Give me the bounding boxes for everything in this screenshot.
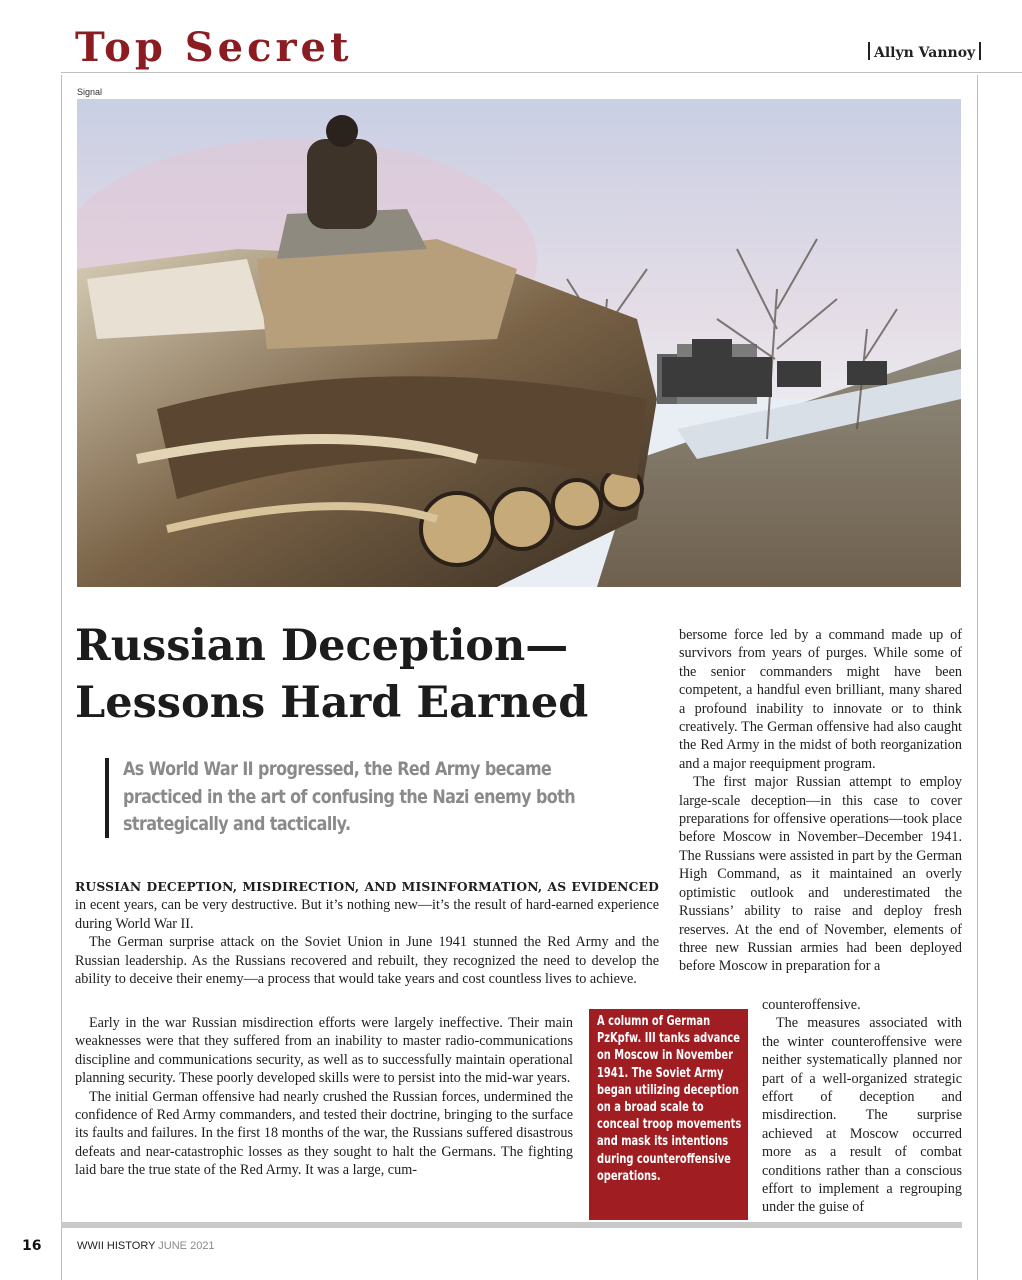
article-column-b bbox=[75, 1014, 573, 1180]
paragraph-3: Early in the war Russian misdirection efforts were largely ineffective. Their main weaknesses were that they suffered from an inability to master radio-communications discipline and communications security, as well as to successfully maintain operational planning security. These poorly developed skills were to persist into the mid-war years. bbox=[75, 1015, 573, 1087]
paragraph-6: The first major Russian attempt to employ large-scale deception—in this case to cover preparations for offensive operations—took place before Moscow in November–December 1941. The Russians were assisted in part by the German High Command, as it maintained an overly optimistic outlook and underestimated the Russians’ ability to raise and deploy fresh reserves. At the end of November, elements of three new Russian armies had been deployed before Moscow in preparation for a bbox=[679, 774, 962, 975]
footer-rule bbox=[61, 1222, 962, 1228]
paragraph-2: The German surprise attack on the Soviet Union in June 1941 stunned the Red Army and the Russian leadership. As the Russians recovered and rebuilt, they recognized the need to develop the ability to deceive their enemy—a process that would take years and cost countless lives to achieve. bbox=[75, 934, 659, 988]
deck-rule bbox=[105, 758, 109, 838]
issue-date: JUNE 2021 bbox=[158, 1240, 215, 1252]
author-name: Allyn Vannoy bbox=[874, 45, 976, 61]
paragraph-5: bersome force led by a command made up of survivors from years of purges. While some of the senior commanders might have been competent, a handful even brilliant, many shared a profound inability to innovate or to think creatively. The German offensive had also caught the Red Army in the midst of both reorganization and a major reequipment program. bbox=[679, 627, 962, 772]
paragraph-6-end: counteroffensive. bbox=[762, 997, 861, 1013]
byline bbox=[864, 42, 985, 61]
folio bbox=[77, 1240, 215, 1252]
article-column-a bbox=[75, 878, 659, 988]
page-frame-left bbox=[61, 75, 62, 1280]
headline bbox=[75, 618, 665, 732]
tank-photo bbox=[77, 99, 961, 587]
photo-caption: A column of German PzKpfw. III tanks advance on Moscow in November 1941. The Soviet Army began utilizing deception on a broad scale to conceal troop movements and mask its intentions during counteroffensive operations. bbox=[597, 1014, 742, 1184]
article-column-d bbox=[762, 996, 962, 1217]
headline-line-1: Russian Deception— bbox=[75, 621, 569, 671]
section-title: Top Secret bbox=[75, 24, 353, 71]
header-rule bbox=[61, 72, 1022, 73]
page-frame-right bbox=[977, 75, 978, 1280]
page-number: 16 bbox=[22, 1238, 42, 1254]
paragraph-1 bbox=[75, 878, 659, 933]
headline-line-2: Lessons Hard Earned bbox=[75, 678, 589, 728]
lead-caps: RUSSIAN DECEPTION, MISDIRECTION, AND MISINFORMATION, AS EVIDENCED bbox=[75, 879, 659, 894]
magazine-name: WWII HISTORY bbox=[77, 1240, 156, 1252]
paragraph-7: The measures associated with the winter counteroffensive were neither systematically planned nor part of a well-organized strategic effort of deception and misdirection. The surprise achieved at Moscow occurred more as a result of combat conditions rather than a conscious effort to implement a regrouping under the guise of bbox=[762, 1015, 962, 1216]
article-column-c bbox=[679, 626, 962, 976]
photo-credit: Signal bbox=[77, 87, 103, 97]
deck: As World War II progressed, the Red Army became practiced in the art of confusing the Nazi enemy both strategically and tactically. bbox=[123, 758, 575, 835]
paragraph-4: The initial German offensive had nearly crushed the Russian forces, undermined the confidence of Red Army commanders, and tested their doctrine, bringing to the surface its faults and failures. In the first 18 months of the war, the Russians suffered disastrous defeats and near-catastrophic losses as they sought to halt the Germans. The fighting laid bare the true state of the Red Army. It was a large, cum- bbox=[75, 1088, 573, 1179]
paragraph-1-text: in ecent years, can be very destructive. But it’s nothing new—it’s the result of hard-earned experience during World War II. bbox=[75, 897, 659, 932]
